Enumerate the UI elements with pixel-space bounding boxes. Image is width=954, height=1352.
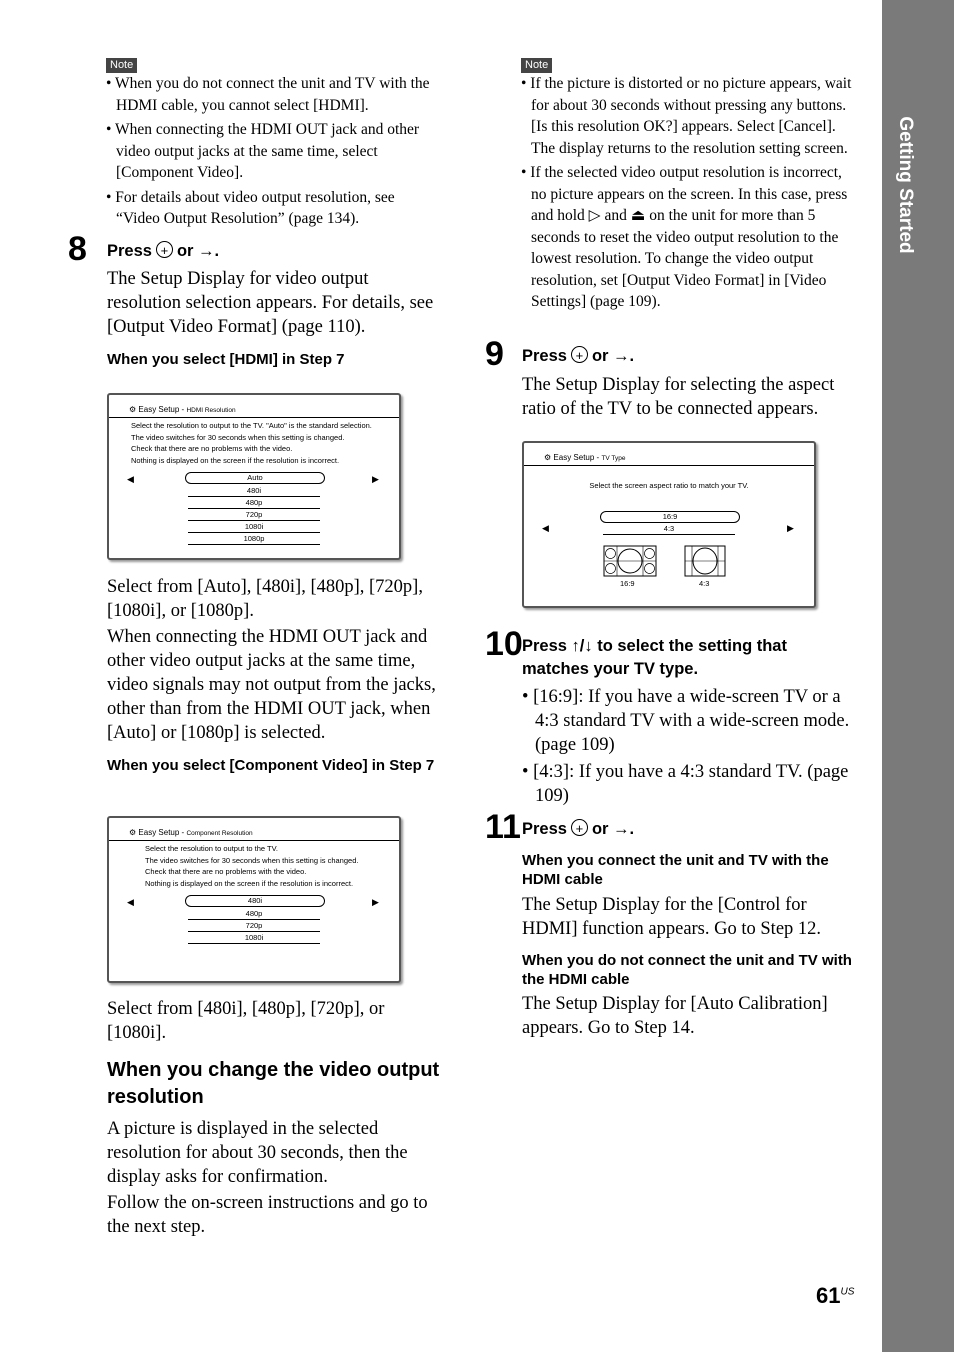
setup-icon: ⚙ bbox=[129, 828, 137, 837]
option[interactable]: 1080p bbox=[188, 533, 320, 545]
body-paragraph: Follow the on-screen instructions and go to the next step. bbox=[107, 1193, 428, 1237]
right-arrow-icon[interactable]: ▶ bbox=[372, 898, 379, 908]
list-item: • [16:9]: If you have a wide-screen TV or a 4:3 standard TV with a wide-screen mode. (page 109) bbox=[522, 687, 850, 755]
option-selected[interactable]: 16:9 bbox=[600, 511, 740, 523]
option[interactable]: 480p bbox=[188, 908, 320, 920]
screen-description: Select the resolution to output to the TV. The video switches for 30 seconds when this setting is changed. Check that there are no problems with the video. Nothing is displayed on the screen if the resolution is incorrect. bbox=[145, 844, 359, 888]
section-heading: When you change the video output resolution bbox=[107, 1059, 440, 1108]
right-arrow-icon[interactable]: ▶ bbox=[787, 524, 794, 534]
note-item: • When connecting the HDMI OUT jack and other video output jacks at the same time, select [Component Video]. bbox=[106, 121, 420, 181]
option[interactable]: 720p bbox=[188, 920, 320, 932]
option[interactable]: 4:3 bbox=[603, 523, 735, 535]
step-heading: Press+ or →. bbox=[107, 240, 219, 263]
caption: 4:3 bbox=[699, 579, 710, 588]
widescreen-tv-icon bbox=[603, 545, 657, 577]
step-number: 9 bbox=[485, 335, 504, 373]
list-item: • [4:3]: If you have a 4:3 standard TV. (page 109) bbox=[522, 762, 849, 806]
option-selected[interactable]: Auto bbox=[185, 472, 325, 484]
step-number: 8 bbox=[68, 230, 87, 268]
right-note-badge: Note bbox=[521, 55, 552, 73]
note-item: • If the picture is distorted or no picture appears, wait for about 30 seconds without pressing any buttons. [Is this resolution OK?] appears. Select [Cancel]. The display returns to the resolution setting screen. bbox=[521, 75, 852, 157]
left-arrow-icon[interactable]: ◀ bbox=[127, 475, 134, 485]
left-note-badge: Note bbox=[106, 55, 137, 73]
page-number: $61^{US}$ bbox=[816, 1283, 855, 1308]
option[interactable]: 1080i bbox=[188, 521, 320, 533]
body-paragraph: The Setup Display for the [Control for HDMI] function appears. Go to Step 12. bbox=[522, 895, 822, 939]
note-item: • If the selected video output resolution is incorrect, no picture appears on the screen. In this case, press and hold ▷ and ⏏ on the unit for more than 5 seconds to reset the video output resolution to the lowest resolution. To change the video output resolution, set [Output Video Format] in [Video Settings] (page 109). bbox=[521, 164, 848, 310]
option-selected[interactable]: 480i bbox=[185, 895, 325, 907]
bullet-list bbox=[522, 685, 857, 808]
step-heading: Press+ or →. bbox=[522, 818, 634, 841]
body-paragraph: Select from [480i], [480p], [720p], or [1080i]. bbox=[107, 999, 385, 1043]
step-heading: Press ↑/↓ to select the setting that matches your TV type. bbox=[522, 637, 787, 678]
setup-icon: ⚙ bbox=[129, 405, 137, 414]
body-paragraph: The Setup Display for [Auto Calibration] appears. Go to Step 14. bbox=[522, 994, 828, 1038]
divider bbox=[109, 840, 399, 841]
enter-button-icon bbox=[156, 241, 173, 258]
note-item: • When you do not connect the unit and TV with the HDMI cable, you cannot select [HDMI]. bbox=[106, 75, 430, 114]
step-body: The Setup Display for selecting the aspect ratio of the TV to be connected appears. bbox=[522, 375, 835, 419]
tv-type-screen bbox=[522, 441, 816, 608]
component-resolution-screen bbox=[107, 816, 401, 983]
screen-title: ⚙ Easy Setup - TV Type bbox=[544, 453, 626, 462]
option[interactable]: 720p bbox=[188, 509, 320, 521]
enter-button-icon bbox=[571, 346, 588, 363]
screen-title: ⚙ Easy Setup - HDMI Resolution bbox=[129, 405, 236, 414]
divider bbox=[109, 417, 399, 418]
sub-heading: When you select [Component Video] in Step 7 bbox=[107, 757, 435, 774]
hdmi-resolution-screen bbox=[107, 393, 401, 560]
side-tab-label: Getting Started bbox=[895, 116, 916, 254]
left-notes bbox=[106, 73, 441, 233]
option[interactable]: 480p bbox=[188, 497, 320, 509]
option[interactable]: 1080i bbox=[188, 932, 320, 944]
enter-button-icon bbox=[571, 819, 588, 836]
side-tab bbox=[882, 0, 954, 1352]
step-body: The Setup Display for video output resolution selection appears. For details, see [Output Video Format] (page 110). bbox=[107, 269, 434, 337]
sub-heading: When you select [HDMI] in Step 7 bbox=[107, 351, 345, 368]
note-item: • For details about video output resolution, see “Video Output Resolution” (page 134). bbox=[106, 188, 395, 227]
step-number: 11 bbox=[485, 808, 521, 846]
screen-title: ⚙ Easy Setup - Component Resolution bbox=[129, 828, 253, 837]
body-paragraph: Select from [Auto], [480i], [480p], [720p], [1080i], or [1080p]. bbox=[107, 577, 423, 621]
screen-description: Select the screen aspect ratio to match your TV. bbox=[589, 481, 749, 490]
step-heading: Press+ or →. bbox=[522, 345, 634, 368]
right-arrow-icon[interactable]: ▶ bbox=[372, 475, 379, 485]
sub-heading: When you connect the unit and TV with the HDMI cable bbox=[522, 852, 829, 888]
sub-heading: When you do not connect the unit and TV with the HDMI cable bbox=[522, 952, 852, 988]
left-arrow-icon[interactable]: ◀ bbox=[127, 898, 134, 908]
screen-description: Select the resolution to output to the TV. "Auto" is the standard selection. The video switches for 30 seconds when this setting is changed. Check that there are no problems with the video. Nothing is displayed on the screen if the resolution is incorrect. bbox=[131, 421, 372, 465]
left-arrow-icon[interactable]: ◀ bbox=[542, 524, 549, 534]
standard-tv-icon bbox=[684, 545, 726, 577]
body-paragraph: A picture is displayed in the selected resolution for about 30 seconds, then the display asks for confirmation. bbox=[107, 1119, 408, 1187]
step-number: 10 bbox=[485, 625, 523, 663]
divider bbox=[524, 465, 814, 466]
body-paragraph: When connecting the HDMI OUT jack and other video output jacks at the same time, video signals may not output from the jacks, other than from the HDMI OUT jack, when [Auto] or [1080p] is selected. bbox=[107, 627, 436, 743]
option[interactable]: 480i bbox=[188, 485, 320, 497]
caption: 16:9 bbox=[620, 579, 635, 588]
right-notes bbox=[521, 73, 856, 316]
setup-icon: ⚙ bbox=[544, 453, 552, 462]
